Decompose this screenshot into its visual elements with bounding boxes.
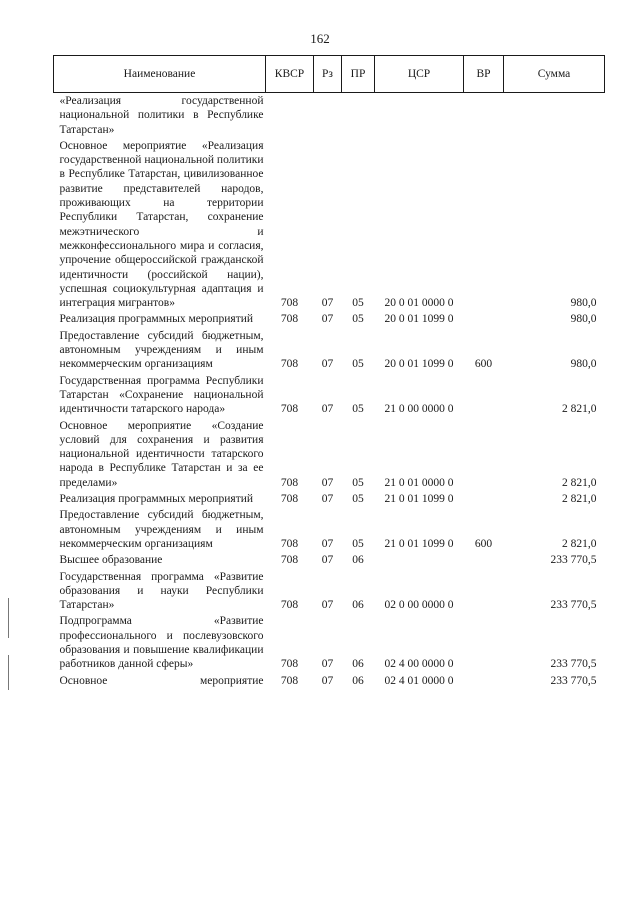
cell-pr xyxy=(342,93,375,138)
header-vr: ВР xyxy=(464,56,504,93)
binding-mark-bottom xyxy=(8,655,9,690)
cell-rz: 07 xyxy=(321,403,334,416)
cell-csr: 21 0 01 1099 0 xyxy=(384,493,454,506)
cell-rz: 07 xyxy=(321,658,334,671)
cell-vr xyxy=(464,93,504,138)
cell-kvsr: 708 xyxy=(280,658,299,671)
cell-pr: 06 xyxy=(352,658,364,671)
cell-name: Основное мероприятие xyxy=(59,674,264,687)
cell-sum: 980,0 xyxy=(570,297,597,310)
cell-vr xyxy=(464,138,504,312)
cell-pr: 05 xyxy=(352,358,364,371)
cell-vr: 600 xyxy=(474,358,493,371)
cell-sum: 2 821,0 xyxy=(562,403,597,416)
budget-table xyxy=(53,55,605,689)
cell-rz: 07 xyxy=(321,476,334,489)
cell-kvsr: 708 xyxy=(280,493,299,506)
table-row xyxy=(54,328,605,373)
cell-csr: 21 0 01 0000 0 xyxy=(384,476,454,489)
cell-rz: 07 xyxy=(321,358,334,371)
table-header-row xyxy=(54,56,605,93)
header-sum: Сумма xyxy=(504,56,605,93)
cell-csr: 02 4 00 0000 0 xyxy=(384,658,454,671)
cell-kvsr: 708 xyxy=(280,554,299,567)
cell-name: Основное мероприятие «Реализация государственной национальной политики в Республике Татарстан, цивилизованное развитие представителей народов, проживающих на территории Республики Татарстан, сохранение межэтнического и межконфессионального мира и согласия, упрочение общероссийской гражданской идентичности (российской нации), успешная социокультурная адаптация и интеграция мигрантов» xyxy=(59,139,264,310)
table-row xyxy=(54,552,605,568)
cell-csr xyxy=(375,93,464,138)
cell-rz xyxy=(314,93,342,138)
header-pr: ПР xyxy=(342,56,375,93)
cell-vr xyxy=(464,418,504,491)
cell-sum: 233 770,5 xyxy=(550,554,597,567)
cell-kvsr: 708 xyxy=(280,313,299,326)
cell-vr xyxy=(464,491,504,507)
binding-mark-top xyxy=(8,598,9,638)
cell-rz: 07 xyxy=(321,554,334,567)
cell-sum: 233 770,5 xyxy=(550,599,597,612)
cell-kvsr xyxy=(266,93,314,138)
cell-name: Предоставление субсидий бюджетным, автономным учреждениям и иным некоммерческим организациям xyxy=(59,509,264,550)
cell-rz: 07 xyxy=(321,297,334,310)
cell-pr: 05 xyxy=(352,537,364,550)
cell-rz: 07 xyxy=(321,313,334,326)
cell-pr: 06 xyxy=(352,674,364,687)
cell-vr xyxy=(464,673,504,689)
table-row xyxy=(54,507,605,552)
cell-pr: 06 xyxy=(352,599,364,612)
cell-name: Реализация программных мероприятий xyxy=(59,493,254,506)
cell-rz: 07 xyxy=(321,674,334,687)
header-csr: ЦСР xyxy=(375,56,464,93)
cell-pr: 06 xyxy=(352,554,364,567)
cell-name: Высшее образование xyxy=(59,554,163,567)
cell-kvsr: 708 xyxy=(280,599,299,612)
cell-rz: 07 xyxy=(321,537,334,550)
table-row xyxy=(54,673,605,689)
cell-vr xyxy=(464,373,504,418)
cell-pr: 05 xyxy=(352,476,364,489)
table-row xyxy=(54,138,605,312)
cell-kvsr: 708 xyxy=(280,358,299,371)
cell-name: Подпрограмма «Развитие профессионального и послевузовского образования и повышение квалификации работников данной сферы» xyxy=(59,615,264,671)
cell-kvsr: 708 xyxy=(280,476,299,489)
cell-sum: 2 821,0 xyxy=(562,476,597,489)
cell-name: Государственная программа Республики Татарстан «Сохранение национальной идентичности татарского народа» xyxy=(59,374,264,416)
header-rz: Рз xyxy=(314,56,342,93)
cell-vr xyxy=(464,311,504,327)
header-name: Наименование xyxy=(54,56,266,93)
cell-sum: 233 770,5 xyxy=(550,658,597,671)
cell-name: Государственная программа «Развитие образования и науки Республики Татарстан» xyxy=(59,570,264,612)
table-row xyxy=(54,613,605,672)
cell-pr: 05 xyxy=(352,297,364,310)
cell-vr: 600 xyxy=(474,537,493,550)
cell-name: «Реализация государственной национальной политики в Республике Татарстан» xyxy=(59,95,264,136)
cell-pr: 05 xyxy=(352,403,364,416)
cell-vr xyxy=(464,552,504,568)
cell-csr: 20 0 01 0000 0 xyxy=(384,297,454,310)
budget-table-container xyxy=(53,55,604,689)
cell-csr: 20 0 01 1099 0 xyxy=(384,313,454,326)
table-row xyxy=(54,491,605,507)
cell-pr: 05 xyxy=(352,493,364,506)
cell-csr: 21 0 01 1099 0 xyxy=(384,537,454,550)
cell-sum: 980,0 xyxy=(570,313,597,326)
cell-name: Реализация программных мероприятий xyxy=(59,313,254,326)
cell-csr: 21 0 00 0000 0 xyxy=(384,403,454,416)
table-row xyxy=(54,93,605,138)
cell-vr xyxy=(464,569,504,614)
cell-kvsr: 708 xyxy=(280,537,299,550)
cell-name: Основное мероприятие «Создание условий для сохранения и развития национальной идентичности татарского народа в Республике Татарстан и за ее пределами» xyxy=(59,419,264,489)
cell-sum: 2 821,0 xyxy=(562,537,597,550)
cell-csr: 20 0 01 1099 0 xyxy=(384,358,454,371)
table-row xyxy=(54,418,605,491)
cell-kvsr: 708 xyxy=(280,297,299,310)
cell-csr xyxy=(375,552,464,568)
cell-sum: 980,0 xyxy=(570,358,597,371)
cell-csr: 02 4 01 0000 0 xyxy=(384,674,454,687)
cell-kvsr: 708 xyxy=(280,674,299,687)
header-kvsr: КВСР xyxy=(266,56,314,93)
cell-rz: 07 xyxy=(321,493,334,506)
cell-sum xyxy=(504,93,605,138)
cell-name: Предоставление субсидий бюджетным, автономным учреждениям и иным некоммерческим организациям xyxy=(59,329,264,371)
table-row xyxy=(54,311,605,327)
cell-csr: 02 0 00 0000 0 xyxy=(384,599,454,612)
cell-pr: 05 xyxy=(352,313,364,326)
cell-kvsr: 708 xyxy=(280,403,299,416)
cell-vr xyxy=(464,613,504,672)
table-row xyxy=(54,569,605,614)
cell-sum: 2 821,0 xyxy=(562,493,597,506)
cell-sum: 233 770,5 xyxy=(550,674,597,687)
cell-rz: 07 xyxy=(321,599,334,612)
page-number: 162 xyxy=(310,31,330,46)
table-row xyxy=(54,373,605,418)
